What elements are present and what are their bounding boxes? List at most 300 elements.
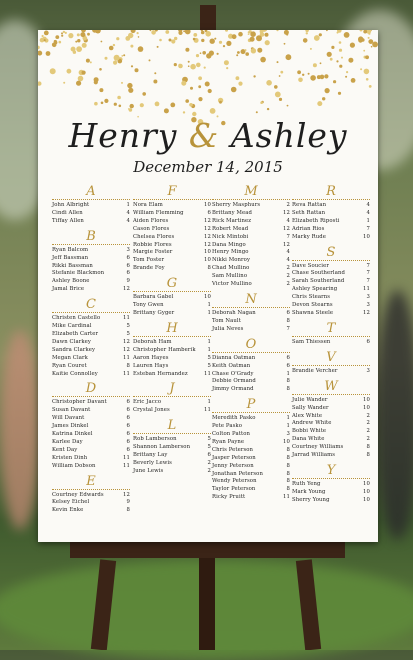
guest-name: Ryan Balcom: [52, 246, 89, 253]
table-number: 11: [123, 462, 130, 469]
name-bride: Ashley: [230, 116, 348, 155]
dotted-divider: [292, 260, 370, 261]
guest-row: [212, 234, 290, 242]
table-number: 10: [363, 396, 370, 403]
table-number: 6: [286, 354, 290, 361]
guest-name: Sam Mullino: [212, 273, 248, 280]
confetti-dot: [81, 30, 86, 33]
guest-row: [292, 405, 370, 413]
confetti-dot: [119, 105, 122, 108]
guest-name: Ruth Yeng: [292, 480, 321, 487]
confetti-dot: [121, 82, 123, 84]
dotted-divider: [292, 394, 370, 395]
guest-row: [52, 270, 130, 278]
table-number: 6: [126, 270, 130, 277]
confetti-dot: [76, 46, 82, 52]
guest-name: Colton Patton: [212, 431, 250, 438]
guest-name: Christopher Hamberik: [133, 346, 196, 353]
confetti-dot: [219, 41, 222, 44]
confetti-dot: [63, 31, 65, 33]
guest-name: Dana Mingo: [212, 241, 246, 248]
section-g: [133, 278, 211, 318]
guest-row: [133, 460, 211, 468]
guest-name: Ryan Couret: [52, 362, 87, 369]
guest-name: Karlee Day: [52, 438, 83, 445]
guest-name: Brittany Mead: [212, 209, 253, 216]
guest-row: [52, 331, 130, 339]
confetti-dot: [202, 51, 206, 55]
guest-name: Tom Nault: [212, 317, 241, 324]
guest-row: [212, 210, 290, 218]
guest-name: Jasper Peterson: [212, 454, 256, 461]
dotted-divider: [292, 336, 370, 337]
guest-name: Dana White: [292, 436, 325, 443]
dotted-divider: [292, 478, 370, 479]
confetti-dot: [198, 97, 202, 101]
confetti-dot: [326, 30, 328, 31]
section-letter: C: [86, 297, 96, 313]
table-number: 5: [207, 436, 211, 443]
dotted-divider: [292, 365, 370, 366]
confetti-dot: [188, 65, 190, 67]
table-number: 6: [126, 407, 130, 414]
guest-row: [292, 218, 370, 226]
guest-name: Seth Rattan: [292, 209, 326, 216]
guest-row: [292, 420, 370, 428]
table-number: 7: [366, 270, 370, 277]
confetti-dot: [127, 83, 132, 88]
dotted-divider: [52, 244, 130, 245]
guest-row: [52, 371, 130, 379]
confetti-dot: [225, 30, 228, 32]
table-number: 6: [126, 438, 130, 445]
confetti-dot: [174, 63, 177, 66]
dotted-divider: [212, 412, 290, 413]
confetti-dot: [174, 37, 177, 40]
table-number: 2: [366, 436, 370, 443]
confetti-dot: [109, 46, 114, 51]
dotted-divider: [133, 291, 211, 292]
guest-name: Tom Foster: [133, 257, 165, 264]
confetti-dot: [320, 62, 322, 64]
guest-row: [212, 415, 290, 423]
guest-row: [292, 226, 370, 234]
confetti-dot: [219, 101, 222, 104]
section-p: [212, 399, 290, 502]
table-number: 10: [204, 202, 211, 208]
guest-name: Brandie Vercher: [292, 367, 338, 374]
section-letter: E: [86, 473, 96, 489]
guest-name: Cindi Allen: [52, 209, 83, 216]
confetti-dot: [236, 76, 240, 80]
guest-name: Sherry Young: [292, 496, 330, 503]
guest-row: [133, 257, 211, 265]
table-number: 8: [286, 462, 290, 469]
guest-name: Kevin Enke: [52, 507, 84, 514]
guest-name: Keith Oatman: [212, 362, 251, 369]
confetti-dot: [190, 87, 193, 90]
confetti-dot: [94, 102, 98, 106]
guest-name: Shawna Steele: [292, 309, 334, 316]
guest-name: Sarah Southerland: [292, 278, 345, 285]
confetti-dot: [310, 48, 312, 50]
guest-row: [292, 397, 370, 405]
confetti-dot: [369, 85, 372, 88]
confetti-dot: [313, 63, 317, 67]
confetti-dot: [276, 30, 278, 31]
confetti-dot: [363, 50, 365, 52]
guest-row: [133, 226, 211, 234]
guest-name: Esteban Hernandez: [133, 370, 188, 377]
confetti-dot: [101, 102, 104, 105]
confetti-dot: [265, 40, 270, 45]
confetti-dot: [38, 51, 42, 56]
table-number: 4: [366, 202, 370, 208]
confetti-dot: [341, 57, 343, 59]
confetti-dot: [251, 48, 256, 53]
guest-row: [52, 202, 130, 210]
seating-chart-board: [38, 30, 378, 542]
guest-row: [133, 452, 211, 460]
guest-row: [52, 286, 130, 294]
table-number: 6: [207, 452, 211, 459]
table-number: 5: [207, 354, 211, 361]
table-number: 1: [286, 415, 290, 422]
confetti-dot: [205, 31, 211, 37]
confetti-dot: [193, 38, 196, 41]
table-number: 4: [286, 257, 290, 264]
section-letter: W: [324, 378, 338, 394]
column-4: [292, 186, 370, 510]
guest-name: Sandra Clarkey: [52, 346, 96, 353]
confetti-dot: [61, 32, 63, 34]
section-letter: Y: [326, 462, 336, 478]
table-number: 2: [286, 281, 290, 288]
table-number: 8: [207, 265, 211, 272]
section-r: [292, 186, 370, 242]
confetti-dot: [267, 108, 269, 110]
table-number: 12: [204, 225, 211, 232]
confetti-dot: [46, 51, 51, 56]
confetti-dot: [298, 78, 303, 83]
confetti-dot: [284, 30, 289, 35]
section-letter: V: [326, 349, 336, 365]
confetti-dot: [210, 39, 215, 44]
dotted-divider: [292, 199, 370, 200]
guest-row: [212, 447, 290, 455]
dotted-divider: [212, 199, 290, 200]
guest-row: [133, 310, 211, 318]
confetti-dot: [114, 55, 120, 61]
guest-row: [52, 255, 130, 263]
confetti-dot: [344, 32, 350, 38]
confetti-dot: [101, 41, 103, 43]
table-number: 8: [126, 507, 130, 514]
confetti-dot: [345, 76, 347, 78]
table-number: 10: [204, 257, 211, 264]
guest-row: [212, 202, 290, 210]
section-letter: L: [167, 418, 177, 434]
table-number: 8: [286, 454, 290, 461]
section-o: [212, 336, 290, 395]
guest-row: [52, 263, 130, 271]
confetti-dot: [248, 33, 250, 35]
guest-name: Dianna Oatman: [212, 354, 256, 361]
confetti-dot: [114, 103, 117, 106]
confetti-dot: [94, 77, 99, 82]
guest-row: [133, 242, 211, 250]
guest-row: [52, 492, 130, 500]
guest-row: [133, 363, 211, 371]
section-letter: N: [245, 291, 257, 307]
guest-row: [133, 202, 211, 210]
guest-row: [133, 407, 211, 415]
table-number: 8: [366, 444, 370, 451]
confetti-dot: [364, 69, 370, 75]
guest-name: Rick Martinez: [212, 217, 252, 224]
guest-name: William Dobson: [52, 462, 96, 469]
section-a: [52, 186, 130, 226]
guest-name: June Lewis: [133, 467, 164, 474]
confetti-dot: [198, 85, 201, 88]
confetti-dot: [223, 45, 225, 47]
guest-row: [52, 323, 130, 331]
guest-name: Jarrad Williams: [292, 452, 336, 459]
guest-name: Megan Clark: [52, 354, 88, 361]
section-letter: S: [326, 244, 336, 260]
guest-name: Nikki Monroy: [212, 257, 251, 264]
confetti-dot: [320, 75, 325, 80]
guest-name: Alex White: [292, 412, 323, 419]
table-number: 12: [363, 309, 370, 316]
table-number: 2: [286, 273, 290, 280]
guest-name: Chase Southerland: [292, 270, 345, 277]
section-letter: F: [167, 184, 177, 199]
table-number: 12: [283, 241, 290, 248]
guest-row: [133, 218, 211, 226]
table-number: 2: [366, 428, 370, 435]
wedding-date: December 14, 2015: [133, 158, 283, 176]
guest-name: Wendy Peterson: [212, 478, 257, 485]
table-number: 7: [286, 325, 290, 332]
table-number: 2: [366, 420, 370, 427]
confetti-dot: [245, 52, 249, 56]
guest-row: [52, 210, 130, 218]
guest-row: [292, 302, 370, 310]
confetti-dot: [231, 87, 237, 93]
table-number: 5: [126, 330, 130, 337]
guest-name: Brittany Gyger: [133, 309, 175, 316]
confetti-dot: [308, 73, 310, 75]
confetti-dot: [113, 61, 117, 65]
confetti-dot: [224, 60, 229, 65]
table-number: 9: [126, 499, 130, 506]
guest-row: [292, 310, 370, 318]
guest-row: [133, 265, 211, 273]
guest-row: [212, 273, 290, 281]
guest-name: Margie Foster: [133, 249, 173, 256]
confetti-dot: [360, 30, 363, 32]
confetti-dot: [181, 81, 186, 86]
guest-row: [292, 210, 370, 218]
confetti-dot: [327, 52, 332, 57]
confetti-dot: [55, 35, 59, 39]
confetti-dot: [365, 55, 369, 59]
section-letter: G: [166, 276, 178, 292]
guest-row: [133, 234, 211, 242]
guest-row: [52, 415, 130, 423]
guest-name: Courtney Williams: [292, 444, 344, 451]
table-number: 11: [123, 315, 130, 322]
confetti-dot: [190, 64, 196, 70]
guest-name: Julia Neves: [212, 325, 244, 332]
guest-row: [52, 399, 130, 407]
confetti-dot: [128, 33, 133, 38]
confetti-dot: [348, 58, 353, 63]
table-number: 6: [126, 399, 130, 406]
confetti-dot: [76, 81, 81, 86]
confetti-dot: [149, 59, 151, 61]
confetti-dot: [331, 46, 334, 49]
confetti-dot: [306, 32, 308, 34]
table-number: 8: [286, 486, 290, 493]
guest-name: Lauren Hays: [133, 362, 169, 369]
table-number: 6: [286, 362, 290, 369]
table-number: 2: [207, 459, 211, 466]
guest-row: [212, 439, 290, 447]
confetti-dot: [358, 38, 363, 43]
confetti-dot: [68, 33, 73, 38]
guest-name: Kelsey Eichel: [52, 499, 90, 506]
guest-name: Elizabeth Carter: [52, 330, 99, 337]
guest-row: [52, 423, 130, 431]
confetti-dot: [137, 32, 139, 34]
confetti-dot: [159, 39, 162, 42]
table-number: 6: [126, 254, 130, 261]
dotted-divider: [133, 433, 211, 434]
guest-row: [292, 481, 370, 489]
table-number: 6: [286, 309, 290, 316]
table-number: 12: [123, 338, 130, 345]
guest-name: Sally Wander: [292, 404, 329, 411]
guest-row: [52, 407, 130, 415]
confetti-dot: [265, 33, 269, 37]
guest-row: [292, 497, 370, 505]
confetti-dot: [183, 30, 185, 32]
confetti-dot: [324, 74, 328, 78]
guest-name: Rob Lamberson: [133, 436, 177, 443]
confetti-dot: [61, 35, 63, 37]
confetti-dot: [165, 30, 169, 34]
guest-name: Nick Mintobi: [212, 233, 249, 240]
table-number: 8: [286, 470, 290, 477]
table-number: 10: [363, 496, 370, 503]
table-number: 12: [123, 491, 130, 498]
table-number: 6: [126, 262, 130, 269]
guest-row: [212, 257, 290, 265]
guest-name: William Flemming: [133, 209, 184, 216]
guest-name: Andrew White: [292, 420, 332, 427]
table-number: 2: [286, 265, 290, 272]
confetti-dot: [198, 76, 202, 80]
confetti-dot: [50, 68, 56, 74]
confetti-dot: [116, 37, 119, 40]
guest-name: James Dinkel: [52, 423, 89, 430]
guest-name: Robert Mead: [212, 225, 249, 232]
guest-row: [52, 247, 130, 255]
guest-row: [292, 234, 370, 242]
table-number: 6: [126, 431, 130, 438]
confetti-dot: [67, 69, 72, 74]
table-number: 7: [366, 225, 370, 232]
guest-row: [52, 363, 130, 371]
confetti-dot: [346, 71, 348, 73]
confetti-dot: [250, 37, 255, 42]
section-letter: H: [166, 320, 178, 336]
confetti-dot: [305, 30, 309, 32]
table-number: 7: [366, 262, 370, 269]
guest-name: Brittany Lay: [133, 452, 168, 459]
column-3: [212, 186, 290, 507]
confetti-dot: [351, 78, 356, 83]
confetti-dot: [42, 35, 44, 37]
confetti-dot: [169, 39, 172, 42]
confetti-dot: [38, 46, 40, 50]
confetti-dot: [338, 92, 341, 95]
guest-row: [212, 249, 290, 257]
confetti-dot: [201, 31, 205, 35]
guest-row: [292, 428, 370, 436]
guest-row: [212, 423, 290, 431]
guest-name: Aiden Flores: [133, 217, 169, 224]
section-y: [292, 462, 370, 505]
confetti-dot: [372, 42, 378, 48]
confetti-dot: [325, 88, 330, 93]
section-c: [52, 299, 130, 378]
confetti-dot: [155, 102, 160, 107]
confetti-dot: [131, 65, 133, 67]
guest-row: [212, 363, 290, 371]
guest-row: [212, 242, 290, 250]
guest-row: [52, 439, 130, 447]
guest-name: Jeff Bassman: [52, 254, 89, 261]
section-l: [133, 420, 211, 476]
confetti-dot: [130, 104, 134, 108]
guest-row: [212, 265, 290, 273]
confetti-dot: [201, 39, 204, 42]
section-m: [212, 186, 290, 289]
guest-name: Sherry Masphurs: [212, 202, 261, 208]
guest-name: Elizabeth Riposti: [292, 217, 340, 224]
guest-name: Bobbi White: [292, 428, 327, 435]
table-number: 1: [286, 423, 290, 430]
section-h: [133, 320, 211, 379]
section-e: [52, 473, 130, 516]
section-letter: M: [244, 184, 258, 199]
confetti-dot: [209, 51, 214, 56]
guest-name: Reva Rattan: [292, 202, 327, 208]
guest-name: Tony Gwen: [133, 302, 164, 309]
guest-name: Dawn Clarkey: [52, 338, 92, 345]
guest-name: Ashley Spearing: [292, 286, 338, 293]
confetti-dot: [317, 101, 322, 106]
confetti-dot: [333, 80, 336, 83]
guest-row: [52, 447, 130, 455]
confetti-dot: [248, 31, 250, 33]
confetti-dot: [99, 68, 102, 71]
section-letter: J: [169, 381, 175, 397]
confetti-dot: [226, 41, 231, 46]
